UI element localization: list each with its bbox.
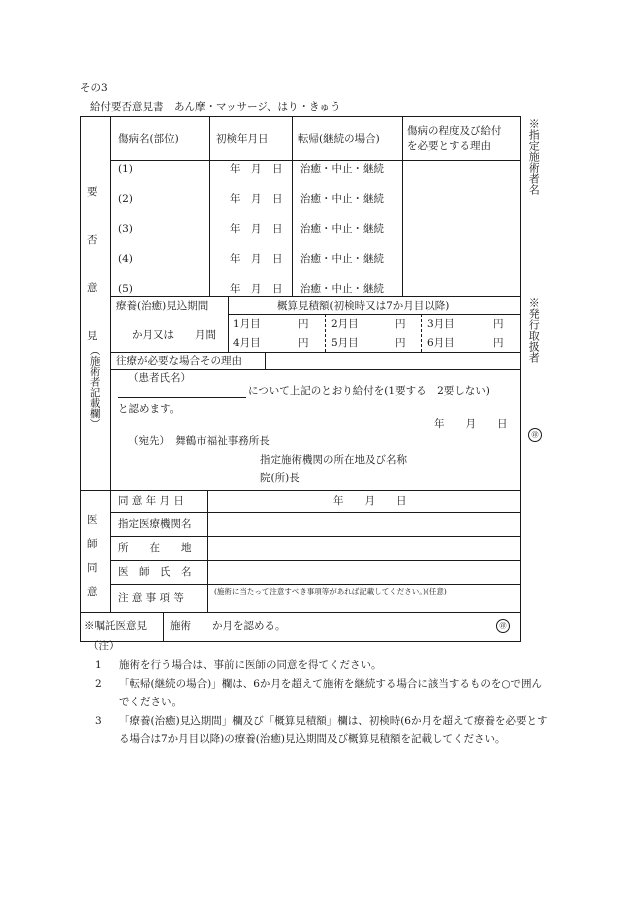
row-4-number: (4) — [118, 253, 133, 265]
note-1-text: 施術を行う場合は、事前に医師の同意を得てください。 — [119, 659, 382, 671]
month-5-label: 5月目 — [331, 337, 359, 349]
addressee: （宛先） 舞鶴市福祉事務所長 — [128, 435, 270, 447]
row-4-date: 年 月 日 — [230, 253, 283, 265]
row-3-number: (3) — [118, 223, 133, 235]
issuer-seal-icon: ㊞ — [528, 428, 542, 442]
row-3-date: 年 月 日 — [230, 223, 283, 235]
opinion-sublabel: （施術者記載欄） — [88, 345, 101, 429]
month-3-label: 3月目 — [427, 318, 455, 330]
consult-label: ※嘱託医意見 — [84, 620, 147, 632]
row-5-number: (5) — [118, 283, 133, 295]
col-header-outcome: 転帰(継続の場合) — [298, 133, 380, 145]
note-3-text: 「療養(治癒)見込期間」欄及び「概算見積額」欄は、初検時(6か月を超えて療養を必要とする場合は7か月目以降)の療養(治癒)見込期間及び概算見積額を記載してください。 — [119, 715, 548, 745]
consult-text: 施術 か月を認める。 — [170, 620, 286, 632]
row-1-date: 年 月 日 — [230, 163, 283, 175]
note-3-number: 3 — [95, 715, 102, 727]
institution-label: 指定施術機関の所在地及び名称 — [260, 454, 407, 466]
period-value: か月又は 月間 — [132, 329, 216, 341]
row-3-outcome: 治癒・中止・継続 — [300, 223, 384, 235]
issuer-label: ※発行取扱者 — [527, 297, 541, 363]
month-4-unit: 円 — [298, 337, 309, 349]
note-item-3 — [95, 712, 550, 766]
month-2-label: 2月目 — [331, 318, 359, 330]
note-item-2 — [95, 675, 550, 711]
opinion-label-3: 意 — [87, 282, 98, 294]
month-6-label: 6月目 — [427, 337, 455, 349]
designated-practitioner-label: ※指定施術者名 — [527, 118, 541, 195]
month-1-label: 1月目 — [233, 318, 261, 330]
consent-date-label: 同 意 年 月 日 — [118, 495, 184, 507]
statement-2: と認めます。 — [118, 403, 181, 415]
opinion-label-1: 要 — [87, 186, 98, 198]
form-title: 給付要否意見書 あん摩・マッサージ、はり・きゅう — [90, 101, 341, 113]
col-header-first-exam: 初検年月日 — [216, 133, 269, 145]
opinion-label-2: 否 — [87, 234, 98, 246]
col-header-degree-1: 傷病の程度及び給付 — [407, 125, 502, 137]
patient-name-label: （患者氏名） — [128, 372, 191, 384]
doctor-label-3: 同 — [87, 562, 98, 574]
institution-name-label: 指定医療機関名 — [118, 518, 192, 530]
row-5-outcome: 治癒・中止・継続 — [300, 283, 384, 295]
section-number: その3 — [80, 82, 108, 94]
notes-heading: （注） — [88, 640, 120, 652]
month-6-unit: 円 — [493, 337, 504, 349]
note-2-text: 「転帰(継続の場合)」欄は、6か月を超えて施術を継続する場合に該当するものを○で囲んでください。 — [119, 678, 543, 708]
period-label: 療養(治癒)見込期間 — [116, 300, 209, 312]
row-2-number: (2) — [118, 193, 133, 205]
director-label: 院(所)長 — [260, 472, 300, 484]
doctor-label-2: 師 — [87, 538, 98, 550]
visit-reason-label: 往療が必要な場合その理由 — [116, 355, 242, 367]
statement-date: 年 月 日 — [434, 418, 508, 430]
note-2-number: 2 — [95, 678, 102, 690]
estimate-header: 概算見積額(初検時又は7か月目以降) — [277, 300, 450, 312]
month-1-unit: 円 — [298, 318, 309, 330]
notes-hint: (施術に当たって注意すべき事項等があれば記載してください。)(任意) — [214, 587, 447, 596]
address-label: 所 在 地 — [118, 542, 192, 554]
row-1-number: (1) — [118, 163, 133, 175]
month-2-unit: 円 — [395, 318, 406, 330]
note-1-number: 1 — [95, 659, 102, 671]
statement: について上記のとおり給付を(1要する 2要しない) — [248, 385, 490, 397]
consult-seal-icon: ㊞ — [496, 619, 510, 633]
consent-date-value: 年 月 日 — [333, 495, 407, 507]
month-3-unit: 円 — [493, 318, 504, 330]
row-1-outcome: 治癒・中止・継続 — [300, 163, 384, 175]
row-2-outcome: 治癒・中止・継続 — [300, 193, 384, 205]
month-5-unit: 円 — [395, 337, 406, 349]
month-4-label: 4月目 — [233, 337, 261, 349]
notes-label: 注 意 事 項 等 — [118, 592, 184, 604]
doctor-name-label: 医 師 氏 名 — [118, 566, 192, 578]
col-header-degree-2: を必要とする理由 — [407, 140, 491, 152]
opinion-label-4: 見 — [87, 330, 98, 342]
doctor-label-4: 意 — [87, 586, 98, 598]
note-item-1 — [95, 656, 550, 674]
col-header-injury: 傷病名(部位) — [118, 133, 179, 145]
row-5-date: 年 月 日 — [230, 283, 283, 295]
doctor-label-1: 医 — [87, 514, 98, 526]
row-2-date: 年 月 日 — [230, 193, 283, 205]
row-4-outcome: 治癒・中止・継続 — [300, 253, 384, 265]
